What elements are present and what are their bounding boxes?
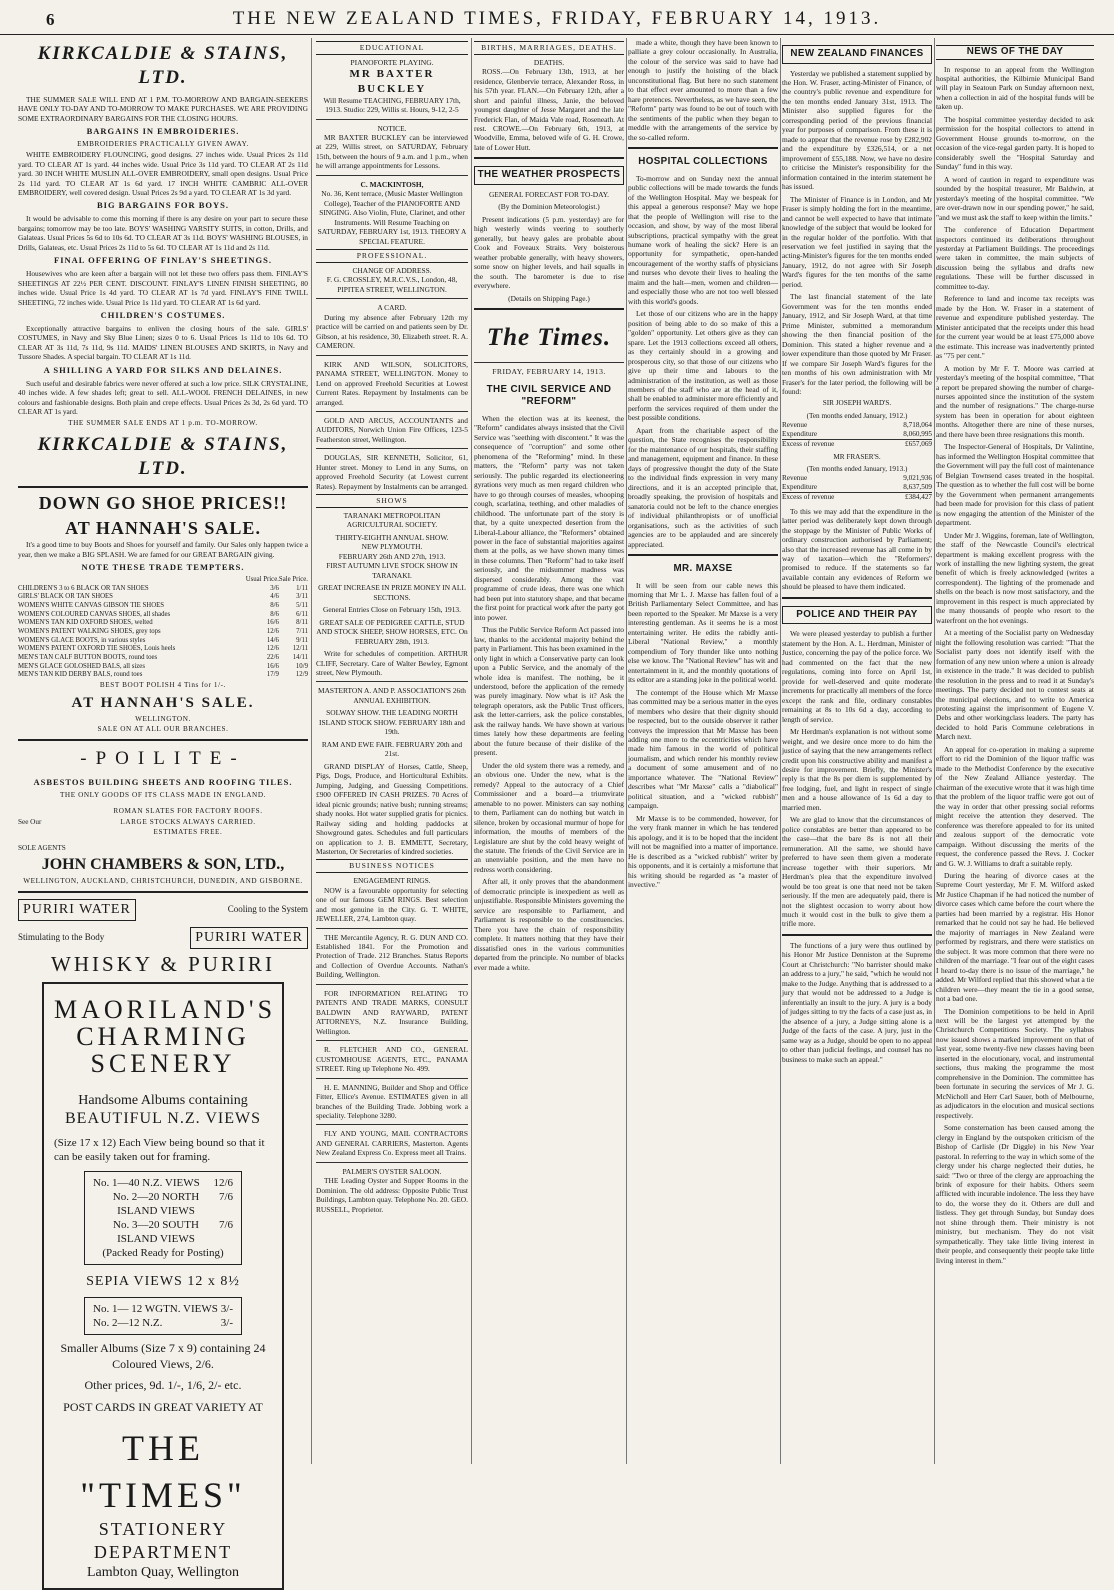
table-row: [18, 585, 308, 594]
usual-price: 16/6: [266, 619, 279, 627]
table-header-row: [18, 576, 308, 585]
estimates-free: ESTIMATES FREE.: [153, 827, 223, 836]
hannahs-branches: SALE ON AT ALL OUR BRANCHES.: [97, 724, 229, 733]
table-row: [782, 430, 932, 439]
large-stocks: LARGE STOCKS ALWAYS CARRIED.: [120, 817, 256, 826]
article-paragraph: Mr Maxse is to be commended, however, for the very frank manner in which he has tendered his apology, and it is to be hoped that the incident will not be magnified into a matter of importance. He is described as a "wicked rubbish" writer by his opponents, and it is certainly a misfortune that his writing should be regarded as "a master of invective.": [628, 813, 778, 890]
puriri-bottom-row: [18, 927, 308, 949]
table-row: [782, 474, 932, 483]
shoe-item: WOMEN'S GLACE BOOTS, in various styles: [18, 636, 146, 644]
shoe-item: WOMEN'S COLOURED CANVAS SHOES, all shades: [18, 610, 171, 618]
divider: [316, 928, 468, 929]
table-row: [782, 483, 932, 492]
album-label: No. 3—20 SOUTH ISLAND VIEWS: [113, 1218, 199, 1245]
divider: [782, 934, 932, 936]
notice-heading: NOTICE.: [377, 123, 407, 133]
divider: [316, 984, 468, 985]
news-paragraph: During the hearing of divorce cases at the Supreme Court yesterday, Mr F. M. Wilford asked Mr Justice Chapman if he had noticed the number of divorce cases which came before the court where the parties had been married by a registrar. His Honor remarked that he could not say he had. He believed the majority of marriages in New Zealand were performed by registrars, and there were statistics on the subject. It was more common that there were no children of the marriage. "I fear out of the eight cases I heard to-day there is no issue of the marriage," he added. Mr Wilford replied that this showed what a tie children were—they meant the tie in a good sense, not a bad one.: [936, 870, 1095, 1004]
news-paragraph: A word of caution in regard to expenditure was sounded by the hospital treasurer, Mr Baldwin, at yesterday's meeting of the hospital committee. "We are over-drawn now in our spending power," he said, "and we must ask the staff to keep within the limits.": [936, 174, 1094, 222]
sepia-price: 3/-: [220, 1302, 233, 1315]
usual-price: 8/6: [270, 610, 279, 618]
roman-slates: ROMAN SLATES FOR FACTORY ROOFS.: [113, 807, 263, 816]
sale-price: 5/11: [296, 601, 308, 609]
sole-agents-label: SOLE AGENTS: [18, 844, 66, 853]
table-row: [782, 492, 932, 502]
fin-value: 8,718,064: [903, 420, 932, 429]
news-paragraph: Reference to land and income tax receipts was made by the Hon. W. Fraser in a statement of revenue and expenditure published yesterday. The Minister anticipated that the receipts under this head for the current year would be at least £75,000 above the estimate. This increase was inadvertently printed as "75 per cent.": [936, 294, 1094, 361]
sale-price: 12/11: [292, 645, 308, 653]
shoe-item: WOMEN'S PATENT WALKING SHOES, grey tops: [18, 628, 161, 636]
sale-price-header: Sale Price.: [278, 575, 308, 583]
divider: [316, 1040, 468, 1041]
live-stock-show: FIRST AUTUMN LIVE STOCK SHOW IN TARANAKI.: [326, 561, 458, 580]
article-paragraph: We are glad to know that the circumstances of police constables are better than appeared to be the case—that the bare 8s is not all their remuneration. All the same, we should have preferred to have seen them given a moderate increase together with their superiors. Mr Herdman's plea that the expenditure involved would be too great is one that need not be taken seriously. If the men are adequately paid, there is not the slightest occasion to worry about how much it would cost in the bulk to give them a trifle more.: [782, 815, 932, 929]
news-paragraph: At a meeting of the Socialist party on Wednesday night the following resolution was carried: "That the Socialist party does not identify itself with the formation of any new union where a union is already in existence in the trade." It was decided to publish the resolution in the press and to read it at Sunday's meetings. The party decided not to contest seats at the municipal elections, and to write to America protesting against the imprisonment of Eugene V. Debs and other workingclass leaders. The party has decided to hold Paris Commune celebrations in March next.: [936, 628, 1094, 742]
table-row: [18, 619, 308, 628]
weather-text: Present indications (5 p.m. yesterday) are for high westerly winds veering to southerly generally, but heavy gales are probable about Cook and Foveaux Straits. Very boisterous weather probable generally, with heavy showers, some snow on higher levels, and hail squalls in the south. The barometer is due to rise everywhere.: [474, 214, 624, 291]
change-of-address: CHANGE OF ADDRESS.: [352, 265, 432, 275]
album-price-list: [84, 1171, 242, 1265]
sale-price: 8/11: [296, 619, 308, 627]
maoriland-scenery-ad: [42, 982, 284, 1590]
card-text: During my absence after February 12th my practice will be carried on and patients seen by Dr. Gibson, at his residence, 30, Elizabeth street. R. A. CAMERON.: [316, 312, 468, 351]
article-paragraph: To-morrow and on Sunday next the annual public collections will be made towards the funds of the Wellington Hospital. May we bespeak for this appeal a generous response? May we hope that the people of Wellington will rise to the occasion, and show, by way of the most liberal subscriptions, practical sympathy with the great humane work of healing the sick? Here is an opportunity for sympathetic, open-handed encouragement of the worthy staffs of physicians and nurses who devote their lives to healing the maim and the halt—men, women and children—and especially those who are not too well blessed with this world's goods.: [628, 173, 778, 306]
divider: [782, 597, 932, 599]
fin-value: £384,427: [905, 493, 932, 502]
ram-ewe-fair: RAM AND EWE FAIR. FEBRUARY 20th and 21st.: [321, 739, 463, 759]
shoe-item: MEN'S TAN KID DERBY BALS, round toes: [18, 671, 143, 679]
whisky-puriri-heading: WHISKY & PURIRI: [51, 951, 275, 976]
see-our-label: See Our: [18, 817, 42, 826]
sale-price: 1/11: [296, 584, 308, 592]
usual-price: 17/9: [266, 671, 279, 679]
news-paragraph: The conference of Education Department inspectors continued its deliberations throughout yesterday at Parliament Buildings. The proceedings were taken in committee, the main subjects of discussion being the syllabus and drafts new regulations. These will be further discussed in committee to-day.: [936, 225, 1094, 291]
sale-price: 12/9: [295, 671, 308, 679]
patents-text: FOR INFORMATION RELATING TO PATENTS AND TRADE MARKS, CONSULT BALDWIN AND RAYWARD, PATENT ATTORNEYS, N.Z. Insurance Building, Wellington.: [316, 988, 468, 1036]
news-of-the-day-heading: NEWS OF THE DAY: [936, 45, 1094, 60]
mercantile-text: THE Mercantile Agency, R. G. DUN AND CO. Established 1841. For the Promotion and Protection of Trade. 212 Branches. Status Reports and Collection of Overdue Accounts. Nathan's Building, Wellington.: [316, 932, 468, 980]
gold-arcus-text: GOLD AND ARCUS, ACCOUNTANTS and AUDITORS, Norwich Union Fire Offices, 123-5 Featherston street, Wellington.: [316, 415, 468, 444]
table-row: [18, 663, 308, 672]
news-paragraph: Under Mr J. Wiggins, foreman, late of Wellington, the staff of the Newcastle Council's electrical department is making excellent progress with the work of installing the new lighting system, the great benefit of which is freely acknowledged (writes a correspondent). The lighting of the promenade and shells on the beach is now most satisfactory, and the improvement in this respect is much appreciated by the many thousands of people who resort to the waterfront on the hot evenings.: [936, 530, 1094, 625]
deaths-heading: DEATHS.: [533, 57, 565, 67]
puriri-top-row: [18, 899, 308, 921]
silks-text: Such useful and desirable fabrics were never offered at such a low price. SILK CRYSTALINE, 40 inches wide. A few shades left; great to sell. ALL-WOOL FRENCH DELAINES, in new colours and fashionable designs. Both plain and crepe effects. Usual Prices 2s 3d, 2s 6d yard. TO CLEAR AT 1s yard.: [18, 378, 308, 416]
pianoforte-heading: PIANOFORTE PLAYING.: [350, 57, 434, 67]
sale-price: 9/11: [296, 636, 308, 644]
hannahs-city: WELLINGTON.: [135, 714, 191, 723]
boys-heading: BIG BARGAINS FOR BOYS.: [96, 200, 230, 211]
sale-price: 10/9: [295, 662, 308, 670]
mackintosh-text: No. 36, Kent terrace, (Music Master Wellington College), Teacher of the PIANOFORTE AND SINGING. Also Violin, Flute, Clarinet, and other Instruments. Will Resume Teaching on SATURDAY, FEBRUARY 1st, 1913. THEORY A SPECIAL FEATURE.: [317, 189, 467, 246]
editorial-column-2: [628, 38, 778, 1464]
educational-header: EDUCATIONAL: [316, 41, 468, 55]
column-rule: [471, 38, 472, 1464]
albums-line: Handsome Albums containing: [78, 1092, 248, 1108]
shoe-price-table: [18, 576, 308, 680]
postcards-line: POST CARDS IN GREAT VARIETY AT: [63, 1399, 263, 1414]
nz-finances-heading: NEW ZEALAND FINANCES: [782, 45, 932, 64]
puriri-water-label-2: PURIRI WATER: [190, 927, 308, 949]
usual-price: 12/6: [266, 645, 279, 653]
divider: [18, 891, 308, 893]
article-paragraph: The last financial statement of the late Government was for the ten months ended January, 1912, and Sir Joseph Ward, at that time Prime Minister, submitted a memorandum showing the then financial position of the Dominion. This stated a higher revenue and a lower expenditure than those quoted by Mr Fraser. If we compare Sir Joseph Ward's figures for the ten months of his own administration with Mr Fraser's for the later period, the following will be found:: [782, 292, 932, 396]
article-paragraph: After all, it only proves that the abandonment of democratic principle is inexpedient as well as unjustifiable. Responsible Ministers governing the service are responsible to Parliament, and Parliament is responsible to the constituencies. There you have the chain of responsibility complete. It matters nothing that they have their dissatisfied ones in the various communities departed from the principle. No number of blacks ever made a white.: [474, 877, 624, 972]
weather-source: (By the Dominion Meteorologist.): [498, 202, 600, 212]
fin-label: Revenue: [782, 474, 808, 482]
kirkcaldie-heading: KIRKCALDIE & STAINS, LTD.: [37, 43, 289, 89]
shoe-item: MEN'S TAN CALF BUTTON BOOTS, round toes: [18, 654, 158, 662]
taranaki-society: TARANAKI METROPOLITAN AGRICULTURAL SOCIETY.: [343, 510, 441, 530]
sale-price: 14/11: [292, 654, 308, 662]
article-paragraph: Under the old system there was a remedy, and an obvious one. Under the new, what is the remedy? Appeal to the autocracy of a Chief Commissioner and a board—a triumvirate amenable to no power. Ministers can say nothing to them, Parliament can do nothing but watch in silence, broken by occasional murmur of hope for information, the mouths of members of the Legislature are shut by the cold heavy weight of the statute. The friends of the Civil Service are in an unenviable position, and the men have no redress worth considering.: [474, 760, 624, 874]
other-prices: Other prices, 9d. 1/-, 1/6, 2/- etc.: [84, 1378, 242, 1393]
kirk-wilson-text: KIRK AND WILSON, SOLICITORS, PANAMA STREET, WELLINGTON. Money to Lend on approved Freehold Securities at Lowest Current Rates. Repayment by Instalments can be arranged.: [316, 359, 468, 407]
list-item: [93, 1218, 233, 1246]
silks-heading: A SHILLING A YARD FOR SILKS AND DELAINES.: [43, 364, 283, 375]
bmd-header: BIRTHS, MARRIAGES, DEATHS.: [474, 41, 624, 55]
children-heading: CHILDREN'S COSTUMES.: [100, 309, 226, 320]
sale-end-note: THE SUMMER SALE ENDS AT 1 p.m. TO-MORROW.: [68, 419, 258, 428]
fin-label: Revenue: [782, 420, 808, 429]
kirkcaldie-heading-footer: KIRKCALDIE & STAINS, LTD.: [37, 433, 289, 479]
article-paragraph: We were pleased yesterday to publish a further statement by the Hon. A. L. Herdman, Minister of Justice, concerning the pay of the police force. We had commented on the fact that the new regulations, coming into force on April 1st, provide for well-deserved and quite moderate increments for practically all members of the force except the rank and file, ordinary constables remaining at 8s to 10s 6d a day, according to length of service.: [782, 629, 933, 724]
shoe-item: MEN'S GLACE GOLOSHED BALS, all sizes: [18, 662, 145, 670]
masterton-heading: MASTERTON A. AND P. ASSOCIATION'S 26th ANNUAL EXHIBITION.: [318, 686, 466, 705]
ward-heading: SIR JOSEPH WARD'S.: [822, 399, 892, 408]
album-label: No. 2—20 NORTH ISLAND VIEWS: [112, 1190, 200, 1217]
sale-price: 7/11: [296, 628, 308, 636]
police-pay-heading: POLICE AND THEIR PAY: [782, 606, 932, 625]
fin-value: £657,069: [905, 440, 932, 449]
shoe-item: GIRLS' BLACK OR TAN SHOES: [18, 593, 113, 601]
sale-price: 3/11: [296, 593, 308, 601]
news-paragraph: An appeal for co-operation in making a supreme effort to rid the Dominion of the liquor traffic was made to the Methodist Conference by the executive of the New Zealand Alliance yesterday. The chairman of the executive wrote that it was high time that the problem of the liquor traffic were got out of the way in order that other pressing social reforms might receive the attention they deserved. The conference was therefore appealed to for its united and zealous support of the democratic vote campaign. Without discussing the merits of the request, the conference passed the Revs. J. Cocker and G. W. J. Williams to draft a suitable reply.: [936, 744, 1094, 868]
fin-label: Excess of revenue: [782, 440, 835, 449]
chambers-name: JOHN CHAMBERS & SON, LTD.,: [41, 856, 285, 874]
column-rule: [934, 38, 935, 1464]
editorial-column-1: [474, 38, 624, 1464]
poilite-heading: -POILITE-: [80, 748, 246, 769]
mackintosh-name: C. MACKINTOSH,: [360, 179, 424, 189]
shoe-item: WOMEN'S WHITE CANVAS GIBSON TIE SHOES: [18, 601, 165, 609]
shoe-prices-headline: DOWN GO SHOE PRICES!!: [38, 493, 288, 514]
column-rule: [626, 38, 627, 1464]
chambers-cities: WELLINGTON, AUCKLAND, CHRISTCHURCH, DUNEDIN, AND GISBORNE.: [23, 876, 303, 885]
news-of-the-day-column: [936, 38, 1094, 1464]
album-price: 7/6: [218, 1190, 233, 1203]
fraser-period: (Ten months ended January, 1913.): [806, 464, 908, 473]
article-paragraph: It will be seen from our cable news this morning that Mr L. J. Maxse has fallen foul of a British Parliamentary Select Committee, and has been reported to the Speaker. Mr Maxse is a very interesting gentleman. As it seems he is a most entertaining writer. He edits the rabidly anti-Liberal "National Review," a monthly compendium of Tory thunder like unto nothing else we know. The "National Review" has wit and entertainment in it, and the monthly quotations of its editor are a standing joke in the political world.: [628, 580, 778, 685]
article-paragraph: To this we may add that the expenditure in the latter period was deliberately kept down through the stoppage by the Minister of Public Works of ordinary construction authorised by Parliament; also that the increased revenue has all come in by way of taxation—which the "Reformers" promised to reduce. If the statements so far available contain any evidences of Reform we should be pleased to have them indicated.: [782, 506, 932, 592]
table-row: [18, 637, 308, 646]
fin-label: Expenditure: [782, 483, 818, 492]
article-paragraph: made a white, though they have been known to palliate a grey colour occasionally. In Australia, the colour of the service was said to have had enough to justify the hoisting of the black unconstitutional flag. But here no such statement to that effect ever amounted to more than a few hare pretences. Nevertheless, as we have seen, the "Reform" party was found to be out of touch with the sentiments of the public when they began to meddle with the arrangements of the service by the so-called reform.: [628, 38, 778, 142]
the-times-logo: The Times.: [486, 324, 612, 352]
divider: [18, 486, 308, 488]
article-paragraph: Let those of our citizens who are in the happy position of being able to do so make of this a "golden" opportunity. Let others give as they can spare. Let the 1913 collections exceed all others, as they certainly should in a growing and prosperous city, so that those of our citizens who give up their time and labours to the administration of the institution, as well as those members of the staff who are at the head of it, shall be enabled to administer more efficiently and perform the services required of them under the best possible conditions.: [628, 309, 778, 423]
a-card-heading: A CARD.: [377, 303, 407, 313]
fin-label: Expenditure: [782, 430, 818, 439]
prize-money: GREAT INCREASE IN PRIZE MONEY IN ALL SECTIONS.: [318, 583, 466, 602]
fraser-heading: MR FRASER'S.: [833, 452, 881, 461]
palmer-heading: PALMER'S OYSTER SALOON.: [342, 1166, 442, 1176]
fin-value: 8,060,995: [903, 430, 932, 439]
baxter-buckley-name: MR BAXTER BUCKLEY: [349, 68, 435, 95]
usual-price: 3/6: [270, 584, 279, 592]
article-paragraph: Apart from the charitable aspect of the question, the State recognises the responsibility for the maintenance of our hospitals, their staffing and management, equipment and finance. In these days of progressive thought the duty of the State to the individual finds expression in very many directions, and it is an accepted principle that, broadly speaking, the provision of hospitals and sanatoria could not be left to the chance energies of individual philanthropists or of unofficial organisations, such as the activities of such agencies are to be applauded and are sincerely appreciated.: [628, 425, 778, 549]
civil-service-heading: THE CIVIL SERVICE AND "REFORM": [486, 383, 612, 408]
divider: [316, 1078, 468, 1079]
editorial-column-3: [782, 38, 932, 1464]
divider: [474, 308, 624, 310]
album-price: 12/6: [213, 1176, 233, 1189]
usual-price: 4/6: [270, 593, 279, 601]
roman-slates-block: [18, 806, 308, 838]
douglas-text: DOUGLAS, SIR KENNETH, Solicitor, 61, Hunter street. Money to Lend in any Sums, on approved Freehold Security (at Lowest current Rates). Repayment by Instalments can be arranged.: [316, 453, 468, 491]
page-number: 6: [46, 10, 55, 29]
divider: [316, 681, 468, 682]
sepia-price: 3/-: [220, 1316, 233, 1329]
sale-intro: THE SUMMER SALE WILL END AT 1 P.M. TO-MORROW AND BARGAIN-SEEKERS HAVE ONLY TO-DAY AND TO-MORROW TO MAKE PURCHASES. WE ARE PROVIDING SOME EXTRAORDINARY BARGAINS FOR THE CLOSING HOURS.: [18, 94, 308, 123]
hospital-collections-heading: HOSPITAL COLLECTIONS: [638, 156, 768, 168]
divider: [316, 355, 468, 356]
maoriland-title: MAORILAND'S CHARMING SCENERY: [54, 994, 277, 1079]
article-paragraph: The contempt of the House which Mr Maxse has committed may be a serious matter in the eyes of members who desire that their dignity should be respected, but to the outside observer it rather conveys the impression that Mr Maxse has been adding one more to the eccentricities which have made him famous in the world of political journalism, and which render his monthly review a document of some amusement and of no importance whatever. The "National Review" describes what "Mr Maxse" calls a "diabolical" political situation, and a "wicked rubbish" campaign.: [628, 687, 778, 811]
news-paragraph: In response to an appeal from the Wellington hospital authorities, the Kilbirnie Municipal Band will play in Seatoun Park on Sunday afternoon next, when a collection in aid of the hospital funds will be taken up.: [936, 64, 1094, 112]
news-paragraph: Some consternation has been caused among the clergy in England by the outspoken criticism of the Bishop of Carlisle (Dr Diggle) in his New Year pastoral. In referring to the way in which some of the clergy under his charge neglected their duties, he said: "Two or three of the clergy are approaching the brink of exposure for their habits. Others seem afflicted with incurable indolence. The less they have to do, the worse they do it. Others are dull and listless. They get through Sunday, but Sunday does not shine through them. Their ministry is not ministry, but mechanism. They do not visit sympathetically. They take little living interest in their people, and consequently their people take little living interest in them.": [936, 1123, 1094, 1265]
stimulating-tagline: Stimulating to the Body: [18, 932, 105, 943]
divider: [316, 1124, 468, 1125]
table-row: [18, 671, 308, 680]
list-item: [93, 1176, 233, 1190]
embroideries-heading: BARGAINS IN EMBROIDERIES.: [86, 126, 240, 137]
professional-header: PROFESSIONAL.: [316, 249, 468, 263]
album-label: No. 1—40 N.Z. VIEWS: [93, 1176, 200, 1189]
sepia-views-heading: SEPIA VIEWS 12 x 8½: [86, 1273, 240, 1289]
shoe-item: WOMEN'S TAN KID OXFORD SHOES, welted: [18, 619, 153, 627]
weather-details: (Details on Shipping Page.): [508, 293, 590, 303]
usual-price: 22/6: [266, 654, 279, 662]
list-item: [93, 1190, 233, 1218]
table-row: [18, 611, 308, 620]
divider: [316, 448, 468, 449]
sepia-price-list: [84, 1297, 242, 1335]
fin-value: 8,637,509: [903, 483, 932, 492]
trade-tempters-heading: NOTE THESE TRADE TEMPTERS.: [81, 562, 245, 573]
sale-price: 6/11: [296, 610, 308, 618]
fin-label: Excess of revenue: [782, 493, 835, 502]
puriri-water-label: PURIRI WATER: [18, 899, 136, 921]
album-price: 7/6: [218, 1218, 233, 1231]
poilite-tagline: THE ONLY GOODS OF ITS CLASS MADE IN ENGLAND.: [59, 791, 267, 800]
divider: [474, 157, 624, 159]
annual-show: THIRTY-EIGHTH ANNUAL SHOW.: [335, 532, 449, 542]
hannahs-sale-headline: AT HANNAH'S SALE.: [65, 518, 261, 539]
white-jeweller-text: NOW is a favourable opportunity for selecting one of our famous GEM RINGS. Best selection and most genuine in the City. G. T. WHITE, JEWELLER, 274, Lambton quay.: [316, 885, 468, 924]
baxter-buckley-text: Will Resume TEACHING, FEBRUARY 17th, 1913. Studio: 229, Willis st. Hours, 9-12, 2-5: [323, 95, 461, 115]
solway-show: SOLWAY SHOW. THE LEADING NORTH ISLAND STOCK SHOW. FEBRUARY 18th and 19th.: [319, 708, 465, 737]
usual-price: 8/6: [270, 601, 279, 609]
weather-heading: THE WEATHER PROSPECTS: [474, 166, 624, 185]
fly-young-text: FLY AND YOUNG, MAIL CONTRACTORS AND GENERAL CARRIERS, Masterton. Agents New Zealand Express Co. Express meet all Trains.: [316, 1129, 468, 1158]
entries-close: General Entries Close on February 15th, 1913.: [323, 605, 461, 615]
shoe-item: WOMEN'S PATENT OXFORD TIE SHOES, Louis heels: [18, 645, 176, 653]
usual-price: 14/6: [266, 636, 279, 644]
mr-maxse-heading: MR. MAXSE: [673, 562, 733, 574]
show-dates: FEBRUARY 26th AND 27th, 1913.: [338, 551, 446, 561]
usual-price: 16/6: [266, 662, 279, 670]
table-row: [18, 654, 308, 663]
table-row: [18, 593, 308, 602]
usual-price-header: Usual Price.: [245, 575, 279, 583]
divider: [316, 298, 468, 299]
shows-header: SHOWS: [316, 494, 468, 508]
column-rule: [311, 38, 312, 1464]
shoe-intro: It's a good time to buy Boots and Shoes for yourself and family. Our Sales only happen twice a year, then we make a BIG SPLASH. We are famed for our GREAT BARGAIN giving.: [18, 540, 308, 559]
table-row: [782, 439, 932, 449]
poilite-subheading: ASBESTOS BUILDING SHEETS AND ROOFING TILES.: [33, 777, 293, 788]
fletcher-text: R. FLETCHER AND CO., GENERAL CUSTOMHOUSE AGENTS, ETC., PANAMA STREET. Ring up Telephone No. 499.: [316, 1045, 468, 1074]
table-row: [18, 602, 308, 611]
hannahs-sale-footer: AT HANNAH'S SALE.: [71, 695, 255, 712]
divider: [628, 147, 778, 149]
news-paragraph: The Inspector-General of Hospitals, Dr Valintine, has informed the Wellington Hospital committee that the Government will pay the full cost of maintenance of Belgian Townsend cases treated in the hospital. The question as to whether the full cost will be borne by the Government when permanent arrangements had been made for provision for this class of patient is now engaging the attention of the Minister of the department.: [936, 442, 1094, 528]
usual-price: 12/6: [266, 628, 279, 636]
ward-period: (Ten months ended January, 1912.): [806, 411, 908, 420]
finlay-heading: FINAL OFFERING OF FINLAY'S SHEETINGS.: [54, 255, 272, 266]
classified-column: [316, 38, 468, 1464]
children-text: Exceptionally attractive bargains to enliven the closing hours of the sale. GIRLS' COSTUMES, in Navy and Sky Blue Linen; sizes 0 to 6. Usual Prices 1s 11d to 10s 6d. TO CLEAR AT 3s 11d, 7s 11d, 9s 11d. MAIDS' LINEN BLOUSES AND SKIRTS, in Navy and Tussore Shades. A special bargain. TO CLEAR AT 1s 11d.: [18, 323, 308, 362]
table-row: [18, 645, 308, 654]
manning-text: H. E. MANNING, Builder and Shop and Office Fitter, Ellice's Avenue. ESTIMATES given in all branches of the Building Trade. Jobbing work a speciality. Telephone 3280.: [316, 1082, 468, 1120]
stationery-department: STATIONERY DEPARTMENT: [93, 1518, 233, 1562]
article-paragraph: When the election was at its keenest, the "Reform" candidates always insisted that the Civil Service was "seething with discontent." It was the consequence of "corruption" and some other phenomena of the "Reforming" mind. In these matters, the "Reform" party was not taken seriously. The public regarded its electioneering gyrations very much as men regard children who have to go through courses of measles, whooping cough, scarlatina, teething, and other maladies of childhood. The unfortunate part of the story is that, by a quite unexpected desertion from the Liberal-Labour alliance, the "Reformers" obtained power in the face of substantial majorities against them at the polls, as we have shown many times in these columns. Then "Reform" had to take itself seriously, and the midsummer madness was dispersed considerably. Among the vast programme of crude ideas, there was one which had been put into statutory shape, and that became the first point for practical work after the party got into power.: [474, 413, 624, 622]
divider: [474, 362, 624, 363]
shoe-item: CHILDREN'S 3 to 6 BLACK OR TAN SHOES: [18, 584, 149, 592]
divider: [18, 739, 308, 741]
divider: [316, 1162, 468, 1163]
advertisement-column: [18, 38, 308, 1580]
masthead: [0, 0, 1114, 35]
schedules-text: Write for schedules of competition. ARTHUR CLIFF, Secretary. Care of Walter Bewley, Egmont street, New Plymouth.: [316, 649, 468, 677]
article-paragraph: Thus the Public Service Reform Act passed into law, thanks to the accidental majority behind the party in Parliament. This has been examined in the only light in which a Conservative party can look upon a Public Service, and the anomaly of the whole idea is manifest. The nothing, be it understood, before the application of the remedy was purely imaginary. Now what is it? Ask the telegraph operators, ask the Public Trust officers, ask the letter-carriers, ask the police constables, ask the railway hands. We have shown at various times lately how these departments are feeling about the future because of their dislike of the present.: [474, 625, 624, 758]
list-item: [93, 1316, 233, 1330]
palmer-text: THE Leading Oyster and Supper Rooms in the Dominion. The old address: Opposite Public Trust Buildings, Lambton quay. Telephone No. 20. GEO. RUSSELL, Proprietor.: [316, 1176, 468, 1214]
divider: [316, 175, 468, 176]
smaller-albums: Smaller Albums (Size 7 x 9) containing 24 Coloured Views, 2/6.: [60, 1341, 266, 1371]
crossley-text: F. G. CROSSLEY, M.R.C.V.S., London, 48, PIPITEA STREET, WELLINGTON.: [326, 275, 458, 294]
embroideries-text: WHITE EMBROIDERY FLOUNCING, good designs. 27 inches wide. Usual Prices 2s 11d yard. TO CLEAR AT 1s yard. 44 inches wide. Usual Price 3s 11d yard. TO CLEAR AT 2s 11d yard. 30 INCH WHITE MUSLIN ALL-OVER EMBROIDERY, small open designs. Usual Price 2s 11d yard. TO CLEAR AT 1s 6d yard. 17 INCH WHITE CAMBRIC ALL-OVER EMBROIDERY, well covered design. Usual Prices 2s 9d a yard. TO CLEAR AT 1s 3d yard.: [18, 150, 308, 197]
sepia-label: No. 1— 12 WGTN. VIEWS: [93, 1302, 218, 1315]
newspaper-title: THE NEW ZEALAND TIMES, FRIDAY, FEBRUARY 14, 1913.: [232, 8, 882, 29]
article-paragraph: Yesterday we published a statement supplied by the Hon. W. Fraser, acting-Minister of Finance, of the country's public revenue and expenditure for the ten months ended January 31st, 1913. The Minister also supplied figures for the corresponding period of the previous financial year for purposes of comparison. From these it is made to appear that the revenue rose by £282,902 and the expenditure by £326,514, or a net improvement of £55,188. Now, we have no desire to criticise the Minister's responsibility for the information contained in the interim statement he has issued.: [782, 68, 932, 192]
divider: [316, 411, 468, 412]
dateline: FRIDAY, FEBRUARY 14, 1913.: [492, 367, 606, 377]
fin-value: 9,021,936: [903, 474, 932, 482]
nz-views-line: BEAUTIFUL N.Z. VIEWS: [65, 1110, 261, 1128]
embroideries-subheading: EMBROIDERIES PRACTICALLY GIVEN AWAY.: [77, 139, 249, 148]
finlay-text: Housewives who are keen after a bargain will not let these two offers pass them. FINLAY'S SHEETINGS AT 22½ PER CENT. DISCOUNT. FINLAY'S LINEN FINISH SHEETING, 80 inches wide. Usual Price 1s 4d yard. TO CLEAR AT 1s 7d yard. FINLAY'S FINE TWILL SHEETING, 72 inches wide. Usual Price 1s 11d yard. TO CLEAR AT 1s 6d yard.: [18, 269, 308, 307]
table-row: [782, 421, 932, 430]
grand-display-text: GRAND DISPLAY of Horses, Cattle, Sheep, Pigs, Dogs, Produce, and Horticultural Exhibits. Jumping, Judging, and Guessing Competitions. £900 OFFERED IN CASH PRIZES. 70 Acres of ideal picnic grounds; native bush; running streams; shady nooks. Hot water supplied gratis for picnics. Railway siding and holding paddocks at Showground gates. Schedules and full particulars on application to J. B. EMMETT, Secretary, Masterton, Or Secretaries of kindred societies.: [316, 761, 468, 856]
albums-description: (Size 17 x 12) Each View being bound so that it can be easily taken out for framing.: [54, 1136, 265, 1164]
lambton-quay-address: Lambton Quay, Wellington: [86, 1564, 240, 1580]
engagement-rings-heading: ENGAGEMENT RINGS.: [353, 876, 431, 886]
sepia-label: No. 2—12 N.Z.: [93, 1316, 163, 1329]
article-paragraph: The functions of a jury were thus outlined by his Honor Mr Justice Denniston at the Supreme Court at Christchurch: "No barrister should make an address to a jury," he said, "which he would not make to the Judge. Anything that is addressed to a jury that would not be addressed to a Judge is inferentially an insult to the jury. A jury is a body of judges sitting to try the facts of a case just as, in the absence of a jury, a Judge sitting alone is a Judge of the facts of the case. A jury, just in the same way as a Judge, should be open to no appeal to other than judicial feelings, and counsel has no business to make such an appeal.": [782, 940, 932, 1064]
article-paragraph: The Minister of Finance is in London, and Mr Fraser is simply holding the fort in the meantime, and cannot be well expected to have that intimate knowledge of the subject that would be looked for in the regular holder of the portfolio. With that reservation we feel justified in saying that the acting-Minister's figures for the ten months ended January, 1912, do not agree with Sir Joseph Ward's figures for the ten months of the same period.: [782, 194, 932, 289]
new-plymouth: NEW PLYMOUTH.: [361, 542, 423, 552]
article-paragraph: Mr Herdman's explanation is not without some weight, and we desire once more to do him the justice of saying that the new arrangements reflect credit upon his constructive ability and manifest a desire for improvement. Briefly, the Minister's reply is that the 8s per diem is supplemented by free lodging, fuel, and light in respect of single men and a house allowance of 1s 6d a day to married men.: [782, 727, 932, 812]
album-packed-note: (Packed Ready for Posting): [102, 1246, 224, 1259]
news-paragraph: The Dominion competitions to be held in April next will be the largest yet attempted by the Christchurch Competitions Society. The syllabus now issued shows a marked improvement on that of last year, some twenty-five new classes having been inserted in the elocutionary, vocal, and instrumental sections, thus making the programme the most comprehensive in the Dominion. The committee has been fortunate in securing the services of Mr J. G. McNicholl and Herr Carl Sauer, both of Melbourne, as adjudicators in the elocution and musical sections respectively.: [936, 1006, 1094, 1120]
deaths-text: ROSS.—On February 13th, 1913, at her residence, Glenbervie terrace, Alexander Ross, in his 57th year. FLAN.—On February 12th, after a short and painful illness, Janie, the beloved youngest daughter of Jesse Margaret and the late Frederick Flan, of Maida Vale road, Roseneath. At rest. CROWE.—On February 6th, 1913, at Woodville, Emma, beloved wife of G. H. Crowe, late of Lower Hutt.: [474, 67, 624, 152]
notice-text: MR BAXTER BUCKLEY can be interviewed at 229, Willis street, on SATURDAY, February 15th, between the hours of 9 a.m. and 1 p.m., when he will arrange appointments for Lessons.: [316, 133, 468, 171]
pedigree-sale: GREAT SALE OF PEDIGREE CATTLE, STUD AND STOCK SHEEP, SHOW HORSES, ETC. On FEBRUARY 28th, 1913.: [316, 617, 468, 646]
times-stationery-title: THE "TIMES": [80, 1428, 246, 1515]
table-row: [18, 628, 308, 637]
news-paragraph: The hospital committee yesterday decided to ask permission for the hospital collectors to attend in Government House grounds to-morrow, on the occasion of the vice-regal garden party. It is hoped to considerably swell the "Hospital Saturday and Sunday" fund in this way.: [936, 114, 1094, 172]
boot-polish-offer: BEST BOOT POLISH 4 Tins for 1/-.: [99, 681, 227, 690]
news-paragraph: A motion by Mr F. T. Moore was carried at yesterday's meeting of the hospital committee, "That a report be prepared showing the number of charge-nurses appointed since the institution of the system and the number of resignations." The charge-nurse system has been in operation for about eighteen months. Altogether there are nine of these nurses, and there have been three resignations this month.: [936, 363, 1094, 439]
business-notices-header: BUSINESS NOTICES: [316, 859, 468, 873]
cooling-tagline: Cooling to the System: [227, 904, 308, 915]
weather-subheading: GENERAL FORECAST FOR TO-DAY.: [488, 189, 610, 199]
divider: [628, 554, 778, 556]
column-rule: [780, 38, 781, 1464]
list-item: [93, 1302, 233, 1316]
boys-text: It would be advisable to come this morning if there is any desire on your part to secure these bargains; tomorrow may be too late. BOYS' WASHING VARSITY SUITS, in cotton, Drills, and Galateas. Usual Prices 5s 6d to 10s 6d. TO CLEAR AT 3s 11d. BOYS' WASHING BLOUSES, in Drills, Galateas, etc. Usual Prices 2s 11d to 5s 6d. TO CLEAR AT 1s 11d and 2s 11d.: [18, 214, 308, 252]
divider: [316, 119, 468, 120]
